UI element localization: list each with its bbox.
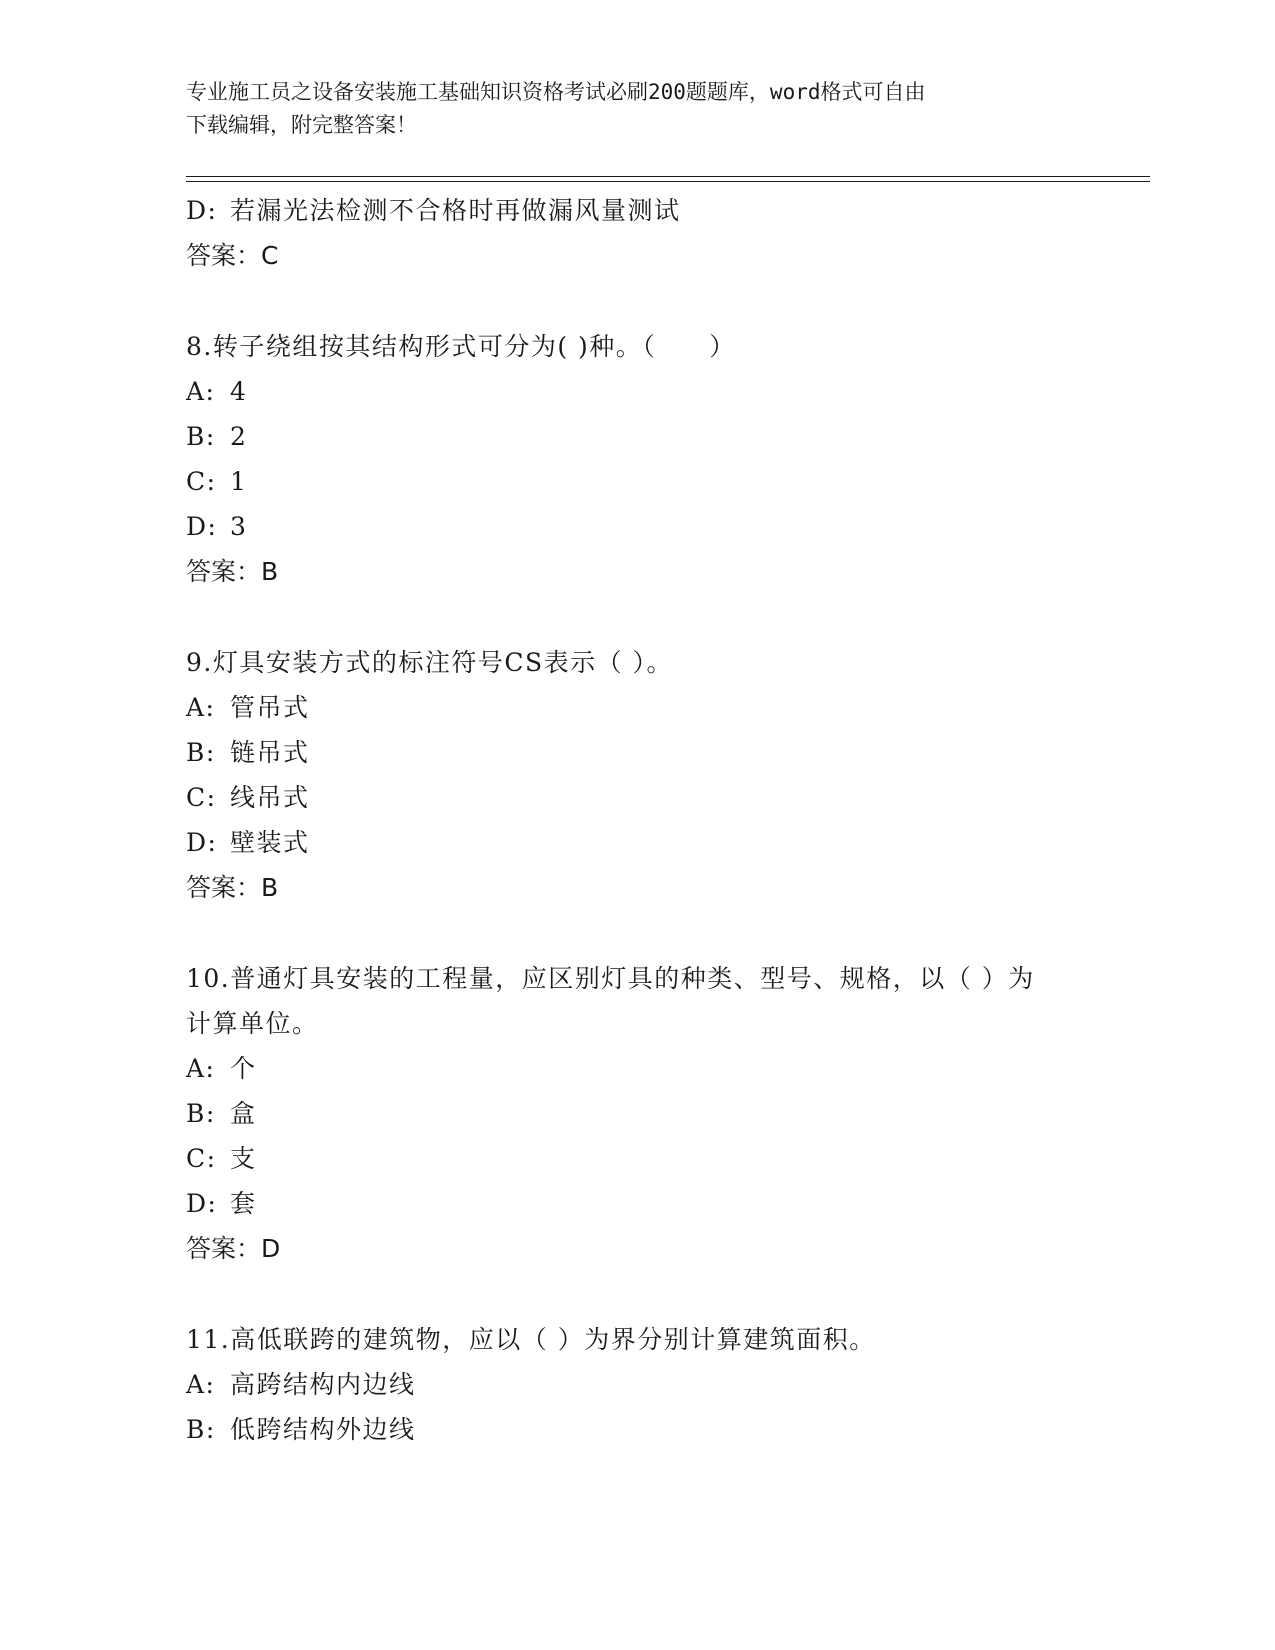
answer-line: 答案：B: [186, 873, 279, 902]
option-d: [186, 188, 1086, 233]
option-text: 4: [230, 377, 248, 406]
option-a: [186, 369, 1086, 414]
option-label: D:: [186, 1189, 218, 1218]
document-header: [186, 76, 1066, 142]
option-text: 盒: [230, 1099, 257, 1128]
option-b: [186, 1091, 1086, 1136]
option-d: [186, 504, 1086, 549]
answer-line: 答案：B: [186, 557, 279, 586]
option-text: 低跨结构外边线: [230, 1415, 416, 1444]
header-divider-top: [186, 176, 1150, 177]
question-stem: 10.普通灯具安装的工程量，应区别灯具的种类、型号、规格，以（ ）为计算单位。: [186, 964, 1035, 1038]
option-label: D:: [186, 196, 218, 225]
option-c: [186, 459, 1086, 504]
option-label: A:: [186, 1054, 216, 1083]
answer-line: 答案：C: [186, 241, 279, 270]
option-label: B:: [186, 422, 216, 451]
question-stem: 11.高低联跨的建筑物，应以（ ）为界分别计算建筑面积。: [186, 1325, 876, 1354]
option-label: D:: [186, 828, 218, 857]
option-text: 管吊式: [230, 693, 310, 722]
option-text: 若漏光法检测不合格时再做漏风量测试: [230, 196, 681, 225]
option-b: [186, 730, 1086, 775]
option-label: C:: [186, 783, 217, 812]
option-c: [186, 775, 1086, 820]
option-text: 高跨结构内边线: [230, 1370, 416, 1399]
option-label: B:: [186, 1099, 216, 1128]
header-line-2: 下载编辑，附完整答案！: [186, 113, 417, 137]
option-text: 链吊式: [230, 738, 310, 767]
option-d: [186, 1181, 1086, 1226]
option-label: A:: [186, 693, 216, 722]
option-text: 线吊式: [230, 783, 310, 812]
option-label: B:: [186, 1415, 216, 1444]
option-text: 支: [230, 1144, 257, 1173]
option-d: [186, 820, 1086, 865]
option-label: C:: [186, 467, 217, 496]
option-text: 1: [230, 467, 248, 496]
question-stem: 9.灯具安装方式的标注符号CS表示（ ）。: [186, 648, 674, 677]
spacer: [186, 278, 1086, 324]
option-b: [186, 1407, 1086, 1452]
option-label: B:: [186, 738, 216, 767]
option-c: [186, 1136, 1086, 1181]
answer-line: 答案：D: [186, 1234, 281, 1263]
option-text: 个: [230, 1054, 257, 1083]
option-text: 2: [230, 422, 248, 451]
spacer: [186, 910, 1086, 956]
option-a: [186, 1046, 1086, 1091]
question-stem: 8.转子绕组按其结构形式可分为( )种。（ ）: [186, 332, 736, 361]
option-text: 壁装式: [230, 828, 310, 857]
option-text: 3: [230, 512, 248, 541]
spacer: [186, 594, 1086, 640]
option-a: [186, 685, 1086, 730]
option-label: A:: [186, 377, 216, 406]
document-body: [186, 188, 1086, 1452]
header-divider-bottom: [186, 181, 1150, 182]
option-label: D:: [186, 512, 218, 541]
header-line-1: 专业施工员之设备安装施工基础知识资格考试必刷200题题库，word格式可自由: [186, 80, 926, 104]
option-label: C:: [186, 1144, 217, 1173]
spacer: [186, 1271, 1086, 1317]
option-label: A:: [186, 1370, 216, 1399]
option-a: [186, 1362, 1086, 1407]
option-text: 套: [230, 1189, 257, 1218]
option-b: [186, 414, 1086, 459]
